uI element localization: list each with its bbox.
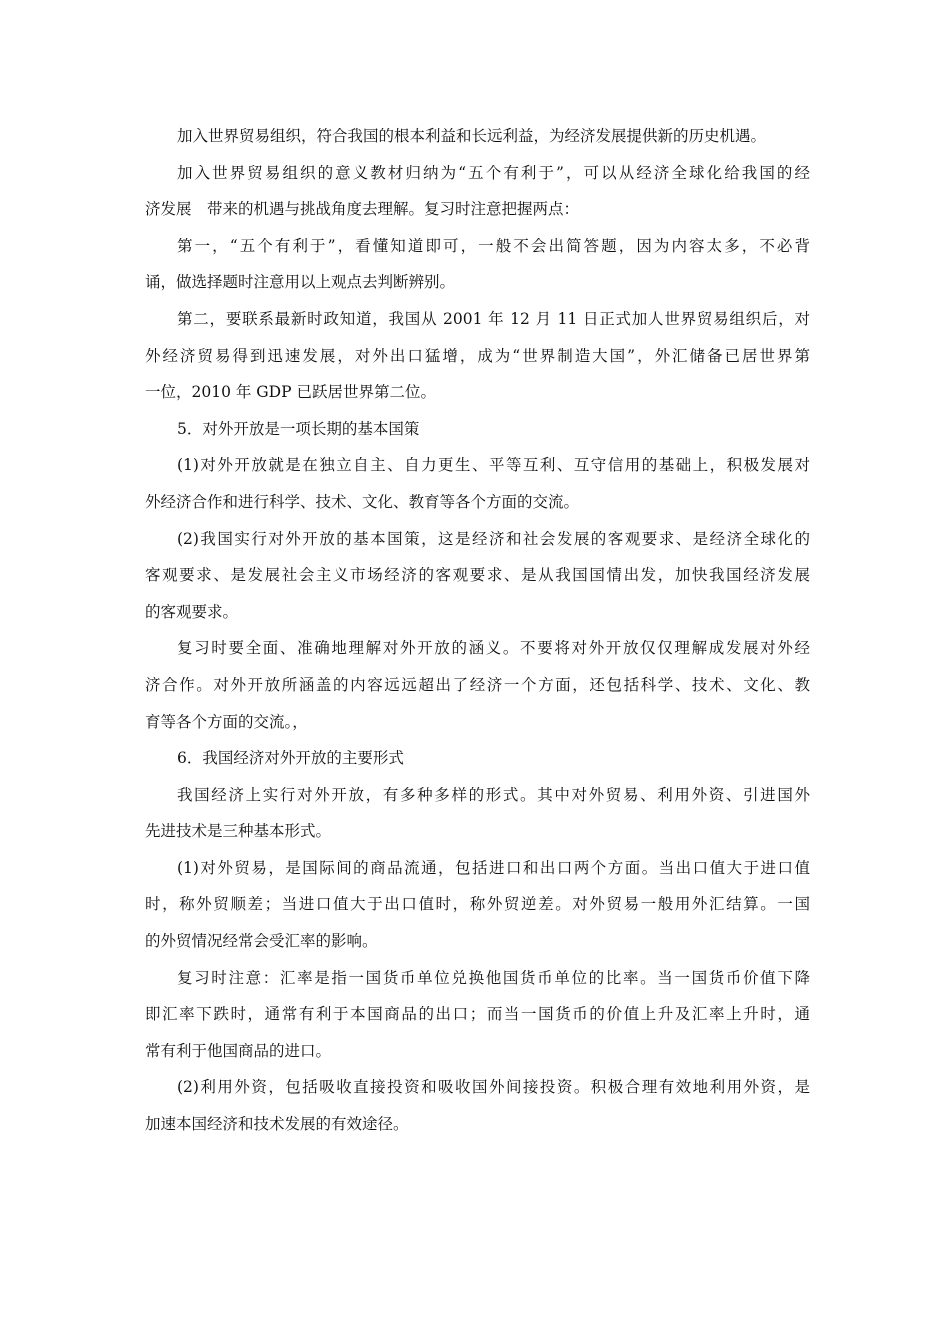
text-line: 的客观要求。 — [145, 602, 239, 621]
section-heading: 5．对外开放是一项长期的基本国策 — [177, 419, 420, 438]
text-line: 一位，2010 年 GDP 已跃居世界第二位。 — [145, 383, 436, 402]
text-line: 时，称外贸顺差；当进口值大于出口值时，称外贸逆差。对外贸易一般用外汇结算。一国 — [145, 895, 810, 914]
text-line: 育等各个方面的交流。， — [145, 712, 308, 731]
section-heading: 6．我国经济对外开放的主要形式 — [177, 749, 404, 768]
text-line: 加速本国经济和技术发展的有效途径。 — [145, 1115, 409, 1134]
text-line: 外经济贸易得到迅速发展，对外出口猛增，成为“世界制造大国”，外汇储备已居世界第 — [145, 346, 810, 365]
text-line: (2)我国实行对外开放的基本国策，这是经济和社会发展的客观要求、是经济全球化的 — [177, 529, 810, 548]
text-line: 加入世界贸易组织的意义教材归纳为“五个有利于”，可以从经济全球化给我国的经 — [177, 163, 810, 182]
text-line: 济合作。对外开放所涵盖的内容远远超出了经济一个方面，还包括科学、技术、文化、教 — [145, 675, 810, 694]
text-line: 先进技术是三种基本形式。 — [145, 822, 332, 841]
text-line: 我国经济上实行对外开放，有多种多样的形式。其中对外贸易、利用外资、引进国外 — [177, 785, 810, 804]
text-line: 客观要求、是发展社会主义市场经济的客观要求、是从我国国情出发，加快我国经济发展 — [145, 566, 810, 585]
text-line: (1)对外贸易，是国际间的商品流通，包括进口和出口两个方面。当出口值大于进口值 — [177, 858, 810, 877]
text-line: 外经济合作和进行科学、技术、文化、教育等各个方面的交流。 — [145, 492, 580, 511]
text-line: 复习时注意：汇率是指一国货币单位兑换他国货币单位的比率。当一国货币价值下降 — [177, 968, 810, 987]
text-line: 第二，要联系最新时政知道，我国从 2001 年 12 月 11 日正式加人世界贸易组织后，对 — [177, 309, 810, 328]
text-line: (1)对外开放就是在独立自主、自力更生、平等互利、互守信用的基础上，积极发展对 — [177, 456, 810, 475]
text-line: 的外贸情况经常会受汇率的影响。 — [145, 932, 378, 951]
text-line: 复习时要全面、准确地理解对外开放的涵义。不要将对外开放仅仅理解成发展对外经 — [177, 639, 810, 658]
text-line: 加入世界贸易组织，符合我国的根本利益和长远利益，为经济发展提供新的历史机遇。 — [177, 127, 767, 145]
text-line: 济发展 带来的机遇与挑战角度去理解。复习时注意把握两点： — [145, 200, 580, 219]
text-line: 诵，做选择题时注意用以上观点去判断辨别。 — [145, 273, 456, 292]
body-text — [145, 118, 810, 1143]
text-line: (2)利用外资，包括吸收直接投资和吸收国外间接投资。积极合理有效地利用外资，是 — [177, 1078, 810, 1097]
text-line: 即汇率下跌时，通常有利于本国商品的出口；而当一国货币的价值上升及汇率上升时，通 — [145, 1005, 810, 1024]
text-line: 常有利于他国商品的进口。 — [145, 1041, 332, 1060]
text-line: 第一，“五个有利于”，看懂知道即可，一般不会出简答题，因为内容太多，不必背 — [177, 236, 810, 255]
